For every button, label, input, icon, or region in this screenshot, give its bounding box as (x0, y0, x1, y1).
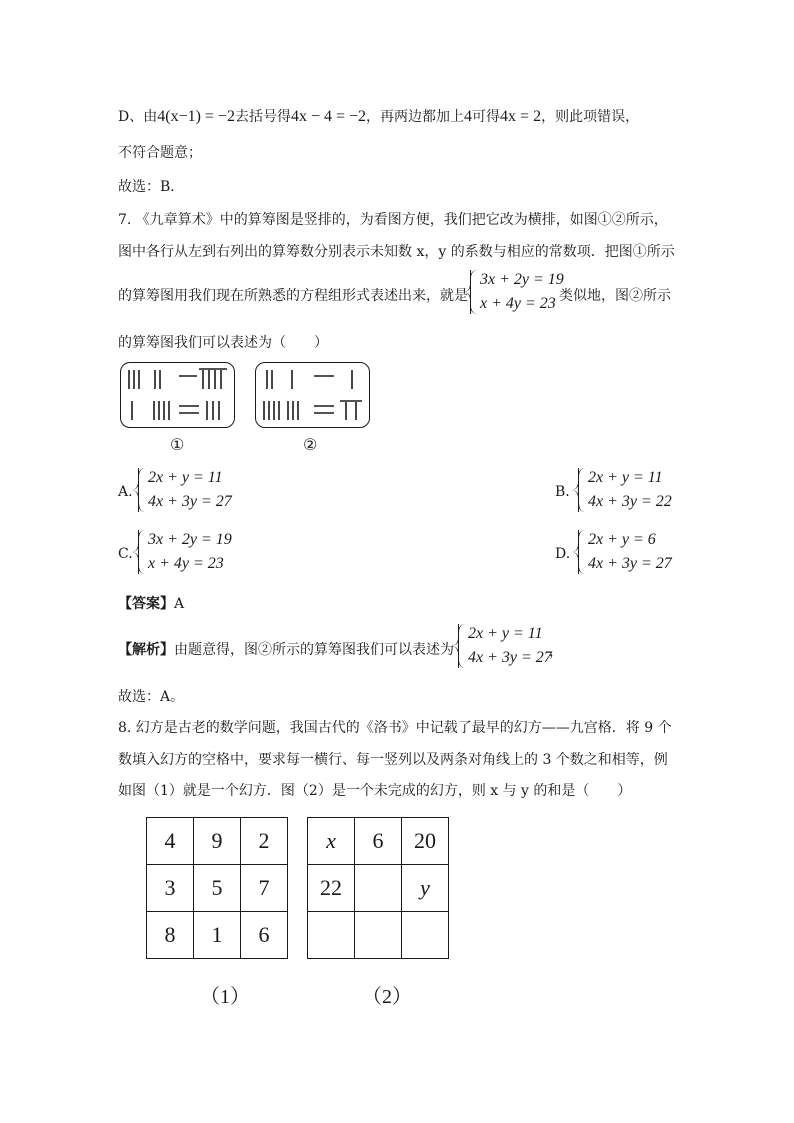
q7-analysis-system: 2x + y = 11 4x + 3y = 27 (458, 622, 552, 670)
q7-line2: 图中各行从左到右列出的算筹数分别表示未知数 x，y 的系数与相应的常数项．把图①所示 (118, 244, 675, 260)
magic-square-1 (146, 817, 288, 959)
grid1-cell: 4 (147, 818, 194, 865)
q8-line2: 数填入幻方的空格中，要求每一横行、每一竖列以及两条对角线上的 3 个数之和相等，例 (118, 752, 668, 768)
option-c-label: C. (118, 546, 133, 562)
q7-answer: 【答案】A (118, 596, 185, 612)
grid2-cell: 22 (308, 865, 355, 912)
magic-square-2 (307, 817, 449, 959)
grid2-cell: 20 (402, 818, 449, 865)
counting-rod-figure-1 (120, 362, 235, 428)
option-b-label: B. (555, 484, 570, 500)
option-c-system: 3x + 2y = 19 x + 4y = 23 (138, 528, 232, 576)
option-b-system: 2x + y = 11 4x + 3y = 22 (578, 466, 672, 514)
q7-line3a: 的算筹图用我们现在所熟悉的方程组形式表述出来，就是 (118, 288, 468, 304)
option-a-label: A. (118, 484, 133, 500)
option-d-system: 2x + y = 6 4x + 3y = 27 (578, 528, 672, 576)
q8-line1: 8. 幻方是古老的数学问题，我国古代的《洛书》中记载了最早的幻方——九宫格．将 9 个 (118, 720, 672, 736)
option-d-explanation: D、由4(x−1) = −2去括号得4x − 4 = −2，再两边都加上4可得4x = 2，则此项错误， (118, 108, 640, 125)
q7-line3b: 类似地，图②所示 (559, 288, 671, 304)
option-d-continuation: 不符合题意； (118, 145, 202, 161)
grid1-cell: 8 (147, 912, 194, 959)
q7-final-answer: 故选：A。 (118, 689, 185, 705)
option-a-system: 2x + y = 11 4x + 3y = 27 (138, 466, 232, 514)
q7-analysis-end: ， (549, 644, 563, 660)
q7-line4: 的算筹图我们可以表述为（ ） (118, 335, 328, 351)
grid1-cell: 7 (241, 865, 288, 912)
grid1-cell: 9 (194, 818, 241, 865)
grid2-cell: x (308, 818, 355, 865)
grid1-cell: 5 (194, 865, 241, 912)
magic-square-1-caption: （1） (200, 986, 250, 1008)
grid2-cell: y (402, 865, 449, 912)
option-d-label: D. (555, 546, 571, 562)
grid2-cell: 6 (355, 818, 402, 865)
q7-analysis: 【解析】由题意得，图②所示的算筹图我们可以表述为 (118, 642, 454, 658)
counting-rod-figure-2 (255, 362, 370, 428)
grid2-cell (355, 912, 402, 959)
grid2-cell (402, 912, 449, 959)
magic-square-2-caption: （2） (362, 986, 412, 1008)
grid1-cell: 3 (147, 865, 194, 912)
q7-line1: 7. 《九章算术》中的算筹图是竖排的，为看图方便，我们把它改为横排，如图①②所示， (118, 212, 668, 228)
figure-1-label: ① (170, 435, 185, 454)
grid1-cell: 2 (241, 818, 288, 865)
figure-2-label: ② (303, 435, 318, 454)
grid1-cell: 6 (241, 912, 288, 959)
grid1-cell: 1 (194, 912, 241, 959)
q8-line3: 如图（1）就是一个幻方．图（2）是一个未完成的幻方，则 x 与 y 的和是（ ） (118, 783, 632, 799)
grid2-cell (355, 865, 402, 912)
answer-q6: 故选：B． (118, 179, 185, 195)
grid2-cell (308, 912, 355, 959)
q7-example-system: 3x + 2y = 19 x + 4y = 23 (470, 268, 564, 316)
